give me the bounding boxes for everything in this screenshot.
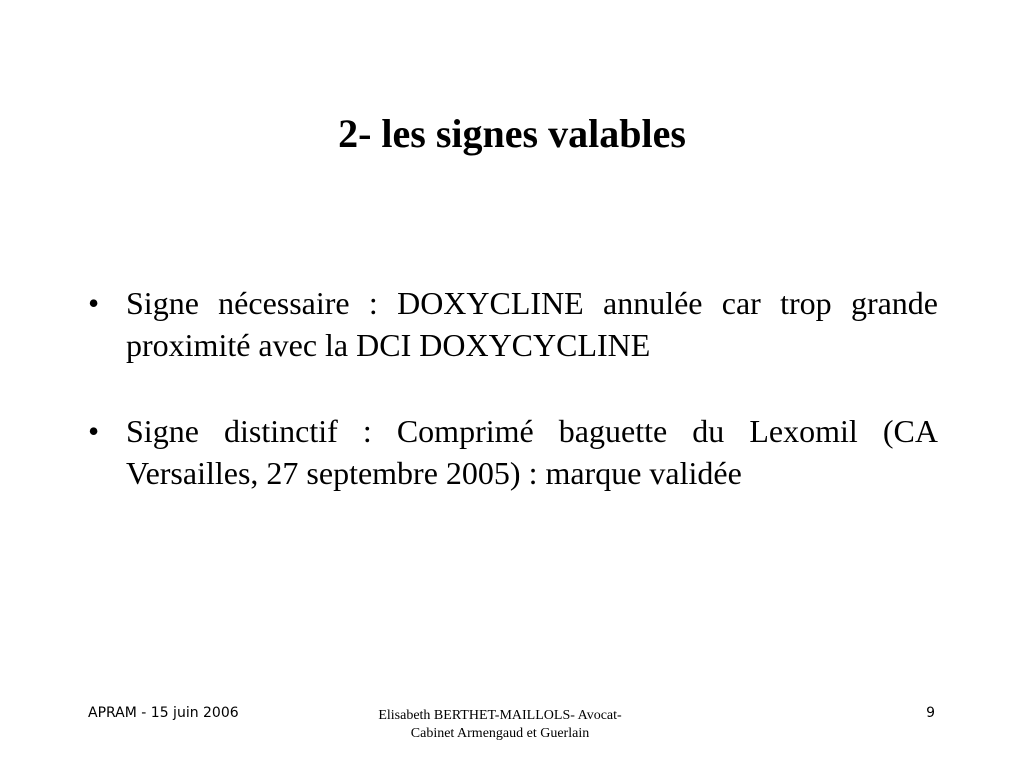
bullet-list bbox=[88, 282, 938, 538]
bullet-marker: • bbox=[88, 413, 100, 449]
footer-author-line-2: Cabinet Armengaud et Guerlain bbox=[410, 726, 590, 741]
footer-event-date: APRAM - 15 juin 2006 bbox=[88, 705, 239, 721]
bullet-item-signe-distinctif bbox=[88, 410, 938, 494]
bullet-marker: • bbox=[88, 285, 100, 321]
bullet-item-signe-necessaire bbox=[88, 282, 938, 366]
bullet-text: Signe distinctif : Comprimé baguette du Lexomil (CA Versailles, 27 septembre 2005) : marque validée bbox=[126, 413, 938, 491]
slide-title: 2- les signes valables bbox=[338, 111, 686, 156]
page-number: 9 bbox=[926, 705, 935, 721]
footer-author bbox=[330, 707, 670, 743]
footer-author-line-1: Elisabeth BERTHET-MAILLOLS- Avocat- bbox=[378, 708, 622, 723]
bullet-text: Signe nécessaire : DOXYCLINE annulée car trop grande proximité avec la DCI DOXYCYCLINE bbox=[126, 285, 938, 363]
